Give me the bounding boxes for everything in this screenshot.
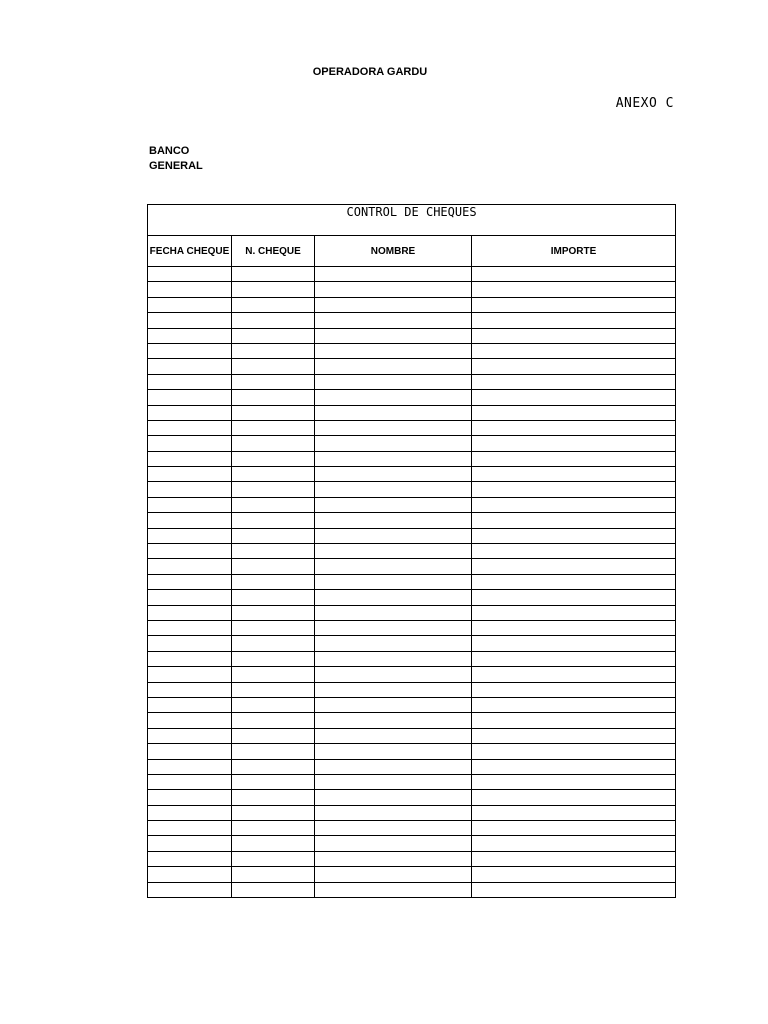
cell-importe xyxy=(472,374,676,389)
table-row xyxy=(148,790,676,805)
cell-numero xyxy=(232,574,315,589)
cell-nombre xyxy=(315,882,472,897)
cell-numero xyxy=(232,728,315,743)
cell-numero xyxy=(232,744,315,759)
cell-numero xyxy=(232,267,315,282)
cell-nombre xyxy=(315,343,472,358)
column-header-importe: IMPORTE xyxy=(472,236,676,267)
cell-nombre xyxy=(315,682,472,697)
cell-nombre xyxy=(315,651,472,666)
cell-importe xyxy=(472,667,676,682)
table-row xyxy=(148,882,676,897)
cell-numero xyxy=(232,482,315,497)
cell-fecha xyxy=(148,636,232,651)
cell-fecha xyxy=(148,836,232,851)
cell-fecha xyxy=(148,867,232,882)
cell-importe xyxy=(472,682,676,697)
cell-nombre xyxy=(315,436,472,451)
table-row xyxy=(148,574,676,589)
cell-importe xyxy=(472,759,676,774)
cell-numero xyxy=(232,313,315,328)
cell-numero xyxy=(232,821,315,836)
table-row xyxy=(148,836,676,851)
cell-numero xyxy=(232,528,315,543)
cell-importe xyxy=(472,282,676,297)
cell-importe xyxy=(472,821,676,836)
table-row xyxy=(148,497,676,512)
cell-nombre xyxy=(315,667,472,682)
table-row xyxy=(148,805,676,820)
cell-importe xyxy=(472,605,676,620)
table-row xyxy=(148,697,676,712)
cell-nombre xyxy=(315,451,472,466)
cell-importe xyxy=(472,359,676,374)
cell-importe xyxy=(472,790,676,805)
cell-nombre xyxy=(315,574,472,589)
cell-importe xyxy=(472,744,676,759)
cell-importe xyxy=(472,636,676,651)
table-row xyxy=(148,482,676,497)
cell-numero xyxy=(232,297,315,312)
cell-nombre xyxy=(315,636,472,651)
table-row xyxy=(148,405,676,420)
table-row xyxy=(148,528,676,543)
cell-numero xyxy=(232,343,315,358)
cell-importe xyxy=(472,713,676,728)
cell-nombre xyxy=(315,297,472,312)
table-row xyxy=(148,420,676,435)
cell-numero xyxy=(232,328,315,343)
cell-nombre xyxy=(315,836,472,851)
cell-fecha xyxy=(148,513,232,528)
cell-numero xyxy=(232,667,315,682)
cell-nombre xyxy=(315,620,472,635)
cell-fecha xyxy=(148,282,232,297)
cell-fecha xyxy=(148,697,232,712)
cell-fecha xyxy=(148,713,232,728)
cell-importe xyxy=(472,267,676,282)
cell-importe xyxy=(472,559,676,574)
cell-importe xyxy=(472,436,676,451)
cell-nombre xyxy=(315,821,472,836)
cell-numero xyxy=(232,790,315,805)
cell-nombre xyxy=(315,374,472,389)
cell-nombre xyxy=(315,467,472,482)
cell-fecha xyxy=(148,482,232,497)
company-name: OPERADORA GARDU xyxy=(312,66,428,78)
cell-fecha xyxy=(148,620,232,635)
table-row xyxy=(148,467,676,482)
cell-fecha xyxy=(148,359,232,374)
cell-numero xyxy=(232,697,315,712)
cell-nombre xyxy=(315,759,472,774)
table-row xyxy=(148,605,676,620)
cell-nombre xyxy=(315,405,472,420)
cell-fecha xyxy=(148,744,232,759)
cell-fecha xyxy=(148,420,232,435)
table-row xyxy=(148,821,676,836)
cell-nombre xyxy=(315,544,472,559)
column-header-fecha: FECHA CHEQUE xyxy=(148,236,232,267)
table-row xyxy=(148,713,676,728)
cell-importe xyxy=(472,343,676,358)
cell-numero xyxy=(232,759,315,774)
cell-importe xyxy=(472,528,676,543)
table-title: CONTROL DE CHEQUES xyxy=(148,205,676,236)
column-header-nombre: NOMBRE xyxy=(315,236,472,267)
cell-numero xyxy=(232,467,315,482)
cell-fecha xyxy=(148,451,232,466)
cell-fecha xyxy=(148,651,232,666)
cell-nombre xyxy=(315,359,472,374)
cell-nombre xyxy=(315,513,472,528)
cell-fecha xyxy=(148,467,232,482)
cell-fecha xyxy=(148,497,232,512)
cell-numero xyxy=(232,882,315,897)
table-row xyxy=(148,744,676,759)
table-row xyxy=(148,390,676,405)
cell-importe xyxy=(472,574,676,589)
cell-importe xyxy=(472,497,676,512)
table-row xyxy=(148,297,676,312)
cell-fecha xyxy=(148,436,232,451)
cell-fecha xyxy=(148,297,232,312)
cell-numero xyxy=(232,390,315,405)
cell-importe xyxy=(472,313,676,328)
table-row xyxy=(148,682,676,697)
cell-nombre xyxy=(315,559,472,574)
column-header-numero: N. CHEQUE xyxy=(232,236,315,267)
table-row xyxy=(148,759,676,774)
cell-numero xyxy=(232,605,315,620)
cell-fecha xyxy=(148,667,232,682)
cell-importe xyxy=(472,774,676,789)
cell-fecha xyxy=(148,374,232,389)
cell-fecha xyxy=(148,805,232,820)
cell-fecha xyxy=(148,343,232,358)
table-row xyxy=(148,667,676,682)
cell-numero xyxy=(232,544,315,559)
cell-fecha xyxy=(148,528,232,543)
table-body xyxy=(148,267,676,898)
cell-nombre xyxy=(315,851,472,866)
cell-nombre xyxy=(315,390,472,405)
cell-numero xyxy=(232,451,315,466)
cell-nombre xyxy=(315,313,472,328)
cell-fecha xyxy=(148,759,232,774)
table-row xyxy=(148,867,676,882)
cell-nombre xyxy=(315,697,472,712)
cell-nombre xyxy=(315,328,472,343)
cell-importe xyxy=(472,805,676,820)
cell-nombre xyxy=(315,744,472,759)
cell-importe xyxy=(472,620,676,635)
cell-nombre xyxy=(315,482,472,497)
cell-fecha xyxy=(148,605,232,620)
cell-nombre xyxy=(315,713,472,728)
table-row xyxy=(148,359,676,374)
cell-numero xyxy=(232,374,315,389)
cell-numero xyxy=(232,282,315,297)
cell-nombre xyxy=(315,497,472,512)
cell-importe xyxy=(472,390,676,405)
cell-importe xyxy=(472,467,676,482)
cell-importe xyxy=(472,420,676,435)
cell-numero xyxy=(232,497,315,512)
cell-importe xyxy=(472,328,676,343)
cell-importe xyxy=(472,451,676,466)
cell-nombre xyxy=(315,282,472,297)
cell-numero xyxy=(232,559,315,574)
cell-numero xyxy=(232,851,315,866)
cell-fecha xyxy=(148,574,232,589)
table-row xyxy=(148,544,676,559)
table-row xyxy=(148,851,676,866)
cell-importe xyxy=(472,297,676,312)
table-row xyxy=(148,774,676,789)
cell-fecha xyxy=(148,774,232,789)
cell-importe xyxy=(472,867,676,882)
cell-nombre xyxy=(315,605,472,620)
cell-importe xyxy=(472,728,676,743)
cell-numero xyxy=(232,420,315,435)
cell-numero xyxy=(232,359,315,374)
cell-numero xyxy=(232,682,315,697)
cheque-control-table xyxy=(147,204,676,898)
cell-nombre xyxy=(315,867,472,882)
table-row xyxy=(148,620,676,635)
cell-nombre xyxy=(315,790,472,805)
table-row xyxy=(148,343,676,358)
annex-label: ANEXO C xyxy=(615,96,674,111)
cell-numero xyxy=(232,774,315,789)
cell-numero xyxy=(232,513,315,528)
cell-fecha xyxy=(148,821,232,836)
cell-fecha xyxy=(148,313,232,328)
cell-nombre xyxy=(315,805,472,820)
table-row xyxy=(148,513,676,528)
table-row xyxy=(148,651,676,666)
cell-fecha xyxy=(148,851,232,866)
cell-importe xyxy=(472,482,676,497)
cell-importe xyxy=(472,836,676,851)
cell-numero xyxy=(232,713,315,728)
cell-numero xyxy=(232,636,315,651)
table-row xyxy=(148,451,676,466)
cell-fecha xyxy=(148,559,232,574)
cell-importe xyxy=(472,513,676,528)
cell-numero xyxy=(232,405,315,420)
cell-nombre xyxy=(315,590,472,605)
cell-fecha xyxy=(148,390,232,405)
cell-numero xyxy=(232,805,315,820)
cell-numero xyxy=(232,836,315,851)
cell-importe xyxy=(472,544,676,559)
cell-fecha xyxy=(148,728,232,743)
cell-importe xyxy=(472,851,676,866)
cell-nombre xyxy=(315,728,472,743)
table-row xyxy=(148,636,676,651)
cell-numero xyxy=(232,620,315,635)
table-row xyxy=(148,728,676,743)
cell-importe xyxy=(472,651,676,666)
cell-importe xyxy=(472,697,676,712)
bank-name xyxy=(149,144,203,174)
table-row xyxy=(148,559,676,574)
cell-numero xyxy=(232,590,315,605)
cell-nombre xyxy=(315,774,472,789)
cell-numero xyxy=(232,651,315,666)
cell-fecha xyxy=(148,544,232,559)
cell-fecha xyxy=(148,790,232,805)
cell-fecha xyxy=(148,267,232,282)
table-row xyxy=(148,282,676,297)
table-row xyxy=(148,374,676,389)
bank-line-2: GENERAL xyxy=(149,160,203,172)
cell-numero xyxy=(232,436,315,451)
cell-nombre xyxy=(315,267,472,282)
cell-importe xyxy=(472,590,676,605)
table-row xyxy=(148,267,676,282)
cell-fecha xyxy=(148,882,232,897)
cell-fecha xyxy=(148,590,232,605)
cell-fecha xyxy=(148,405,232,420)
cell-nombre xyxy=(315,528,472,543)
cell-importe xyxy=(472,405,676,420)
table-row xyxy=(148,313,676,328)
cell-numero xyxy=(232,867,315,882)
cell-fecha xyxy=(148,328,232,343)
table-row xyxy=(148,328,676,343)
table-row xyxy=(148,590,676,605)
table-row xyxy=(148,436,676,451)
cell-nombre xyxy=(315,420,472,435)
cell-fecha xyxy=(148,682,232,697)
bank-line-1: BANCO xyxy=(149,145,190,157)
cell-importe xyxy=(472,882,676,897)
